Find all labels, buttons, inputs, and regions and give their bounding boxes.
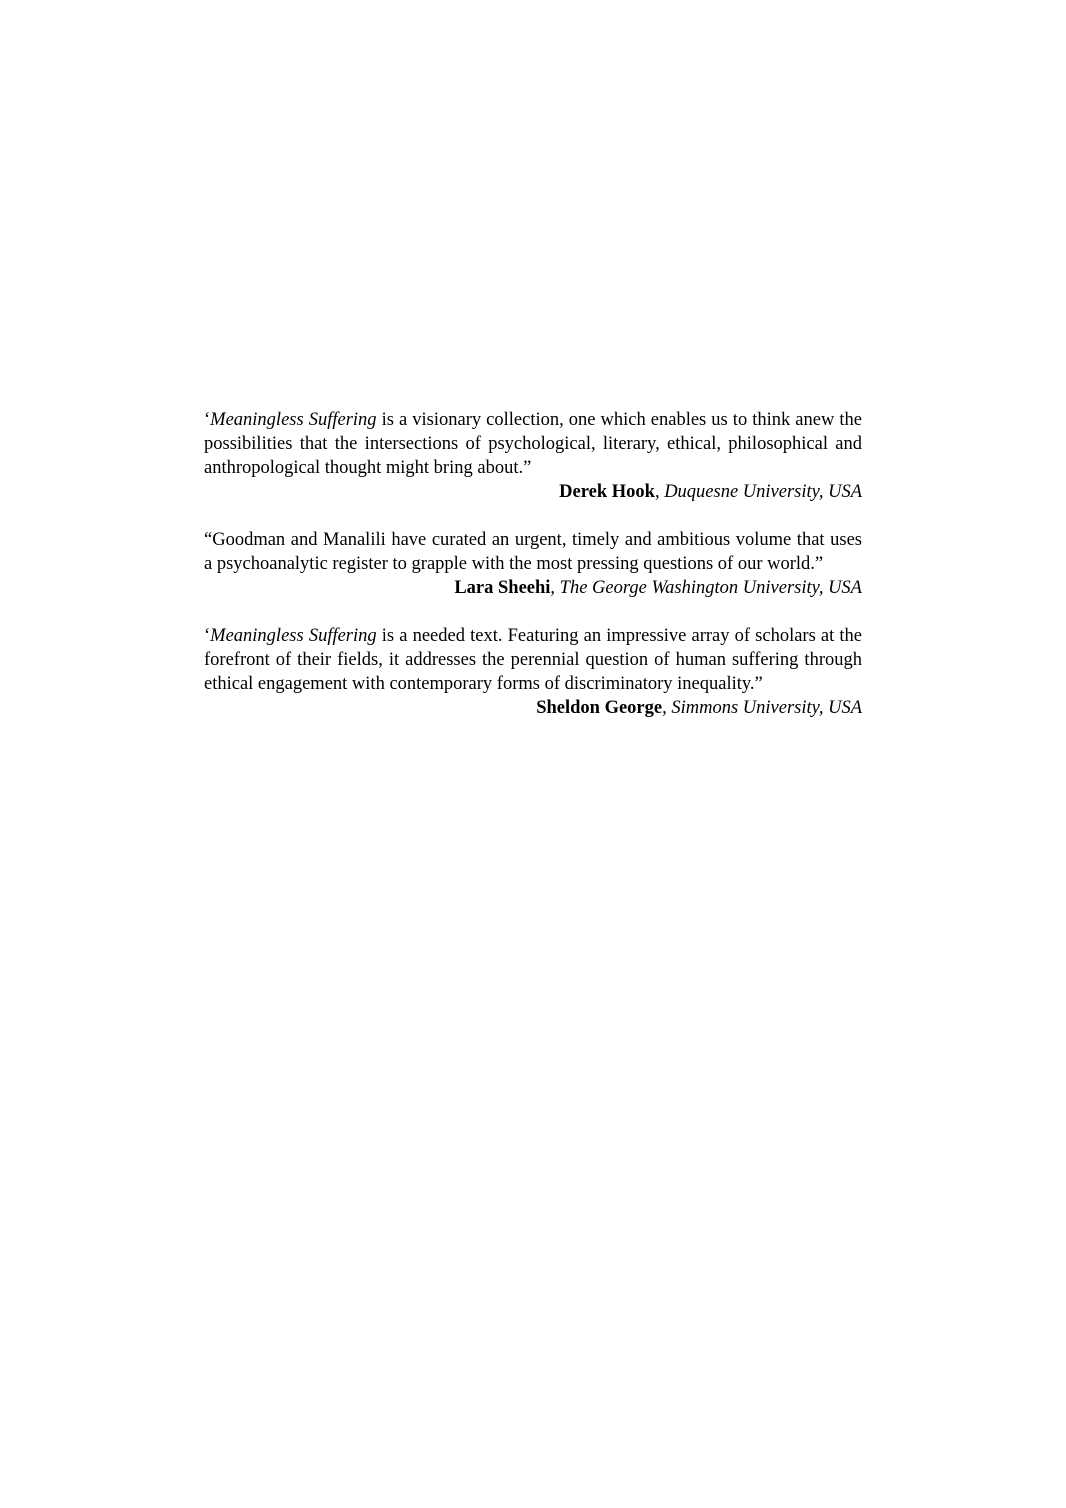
opening-quote-mark: ‘ <box>204 626 211 646</box>
endorser-name: Sheldon George <box>536 698 663 718</box>
attribution-separator: , <box>550 578 560 598</box>
endorser-name: Derek Hook <box>559 482 655 502</box>
endorser-affiliation: The George Washington University, USA <box>559 578 862 598</box>
endorsement-derek-hook <box>204 408 862 504</box>
endorsements-section <box>204 408 862 744</box>
quote-body: “Goodman and Manalili have curated an urgent, timely and ambitious volume that uses a psychoanalytic register to grapple with the most pressing questions of our world.” <box>204 530 862 574</box>
opening-quote-mark: ‘ <box>204 410 211 430</box>
endorsement-attribution <box>204 480 862 504</box>
endorser-affiliation: Duquesne University, USA <box>664 482 862 502</box>
endorsement-sheldon-george <box>204 624 862 720</box>
quote-body: is a visionary collection, one which enables us to think anew the possibilities that the intersections of psychological, literary, ethical, philosophical and anthropological thought might bring about.” <box>204 410 862 478</box>
endorsement-quote <box>204 408 862 480</box>
endorser-affiliation: Simmons University, USA <box>671 698 862 718</box>
endorsement-attribution <box>204 696 862 720</box>
book-title: Meaningless Suffering <box>210 626 377 646</box>
endorsement-quote <box>204 624 862 696</box>
attribution-separator: , <box>654 482 665 502</box>
endorsement-lara-sheehi <box>204 528 862 600</box>
endorsement-quote <box>204 528 862 576</box>
book-title: Meaningless Suffering <box>210 410 377 430</box>
quote-body: is a needed text. Featuring an impressive array of scholars at the forefront of their fields, it addresses the perennial question of human suffering through ethical engagement with contemporary forms of discriminatory inequality.” <box>204 626 863 694</box>
endorser-name: Lara Sheehi <box>454 578 551 598</box>
endorsement-attribution <box>204 576 862 600</box>
attribution-separator: , <box>662 698 672 718</box>
